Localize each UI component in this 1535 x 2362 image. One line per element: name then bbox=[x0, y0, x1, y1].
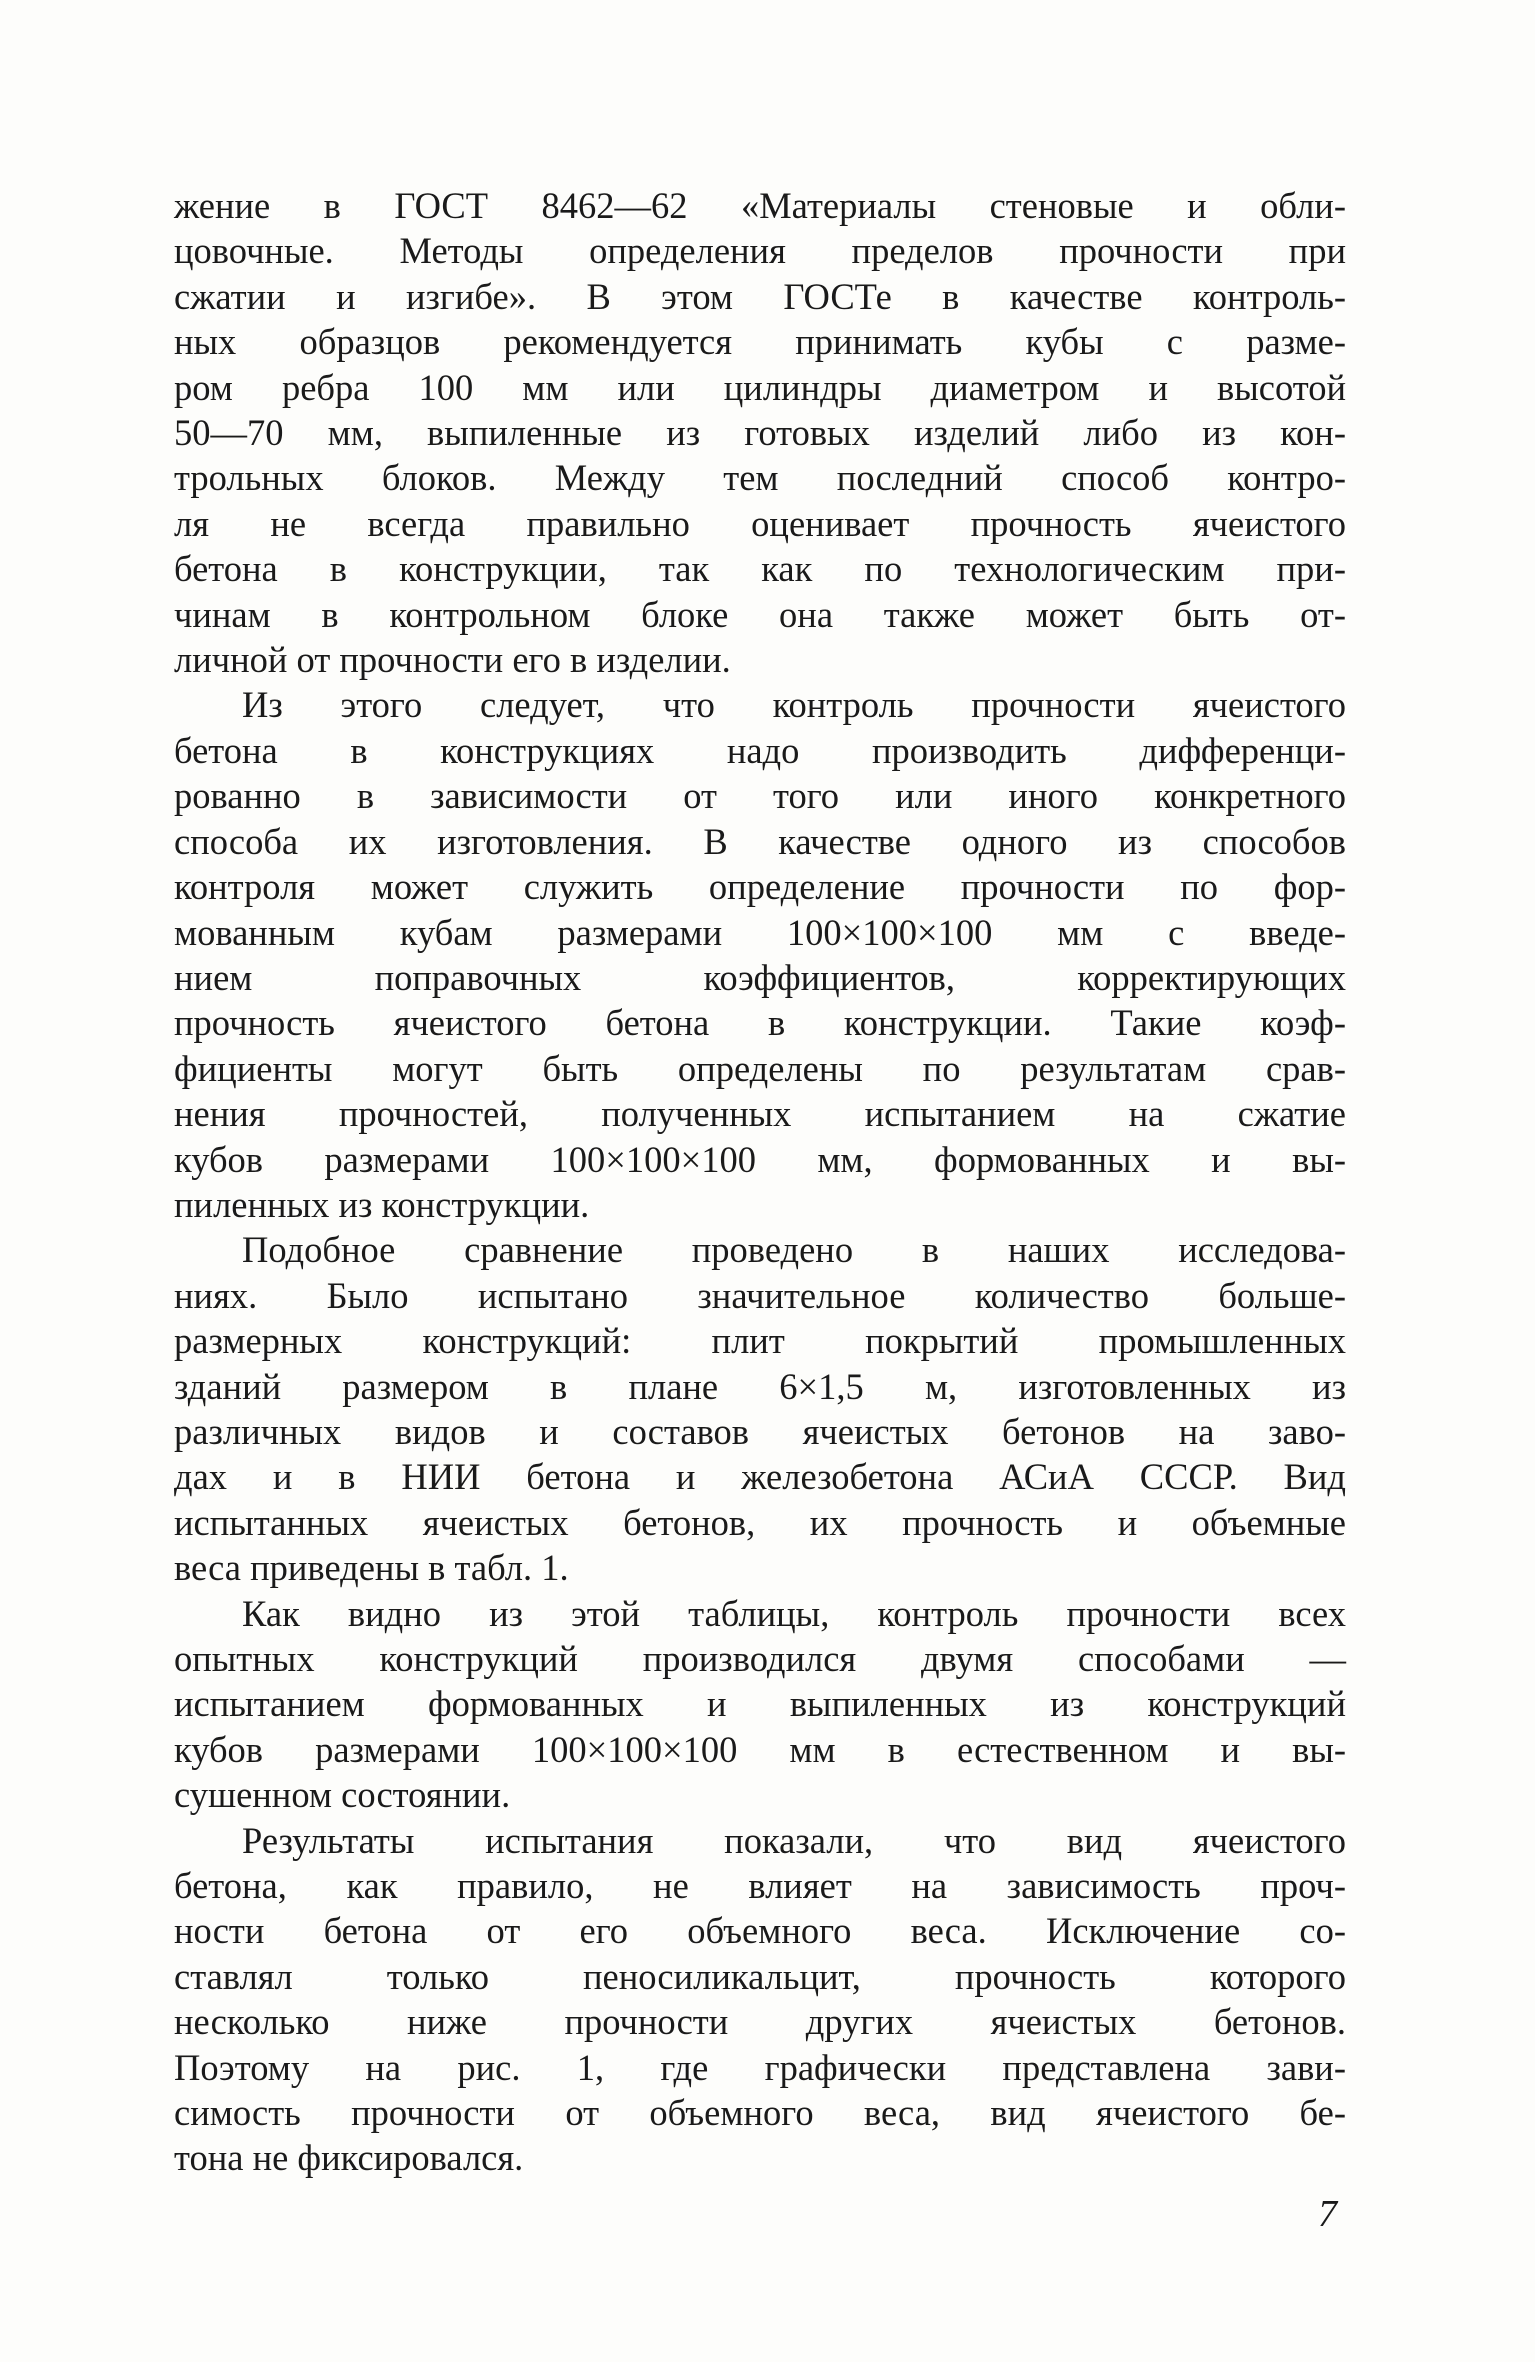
text-line: Результаты испытания показали, что вид ячеистого bbox=[242, 1819, 1346, 1861]
text-line: Подобное сравнение проведено в наших исследова- bbox=[242, 1229, 1346, 1271]
page-body-text bbox=[174, 183, 1346, 2181]
text-line: бетона в конструкциях надо производить дифференци- bbox=[174, 729, 1346, 771]
text-line: дах и в НИИ бетона и железобетона АСиА СССР. Вид bbox=[174, 1456, 1346, 1498]
text-line: бетона в конструкции, так как по технологическим при- bbox=[174, 548, 1346, 590]
text-line: Из этого следует, что контроль прочности ячеистого bbox=[242, 684, 1346, 726]
text-line: зданий размером в плане 6×1,5 м, изготовленных из bbox=[174, 1365, 1346, 1407]
text-line: бетона, как правило, не влияет на зависимость проч- bbox=[174, 1865, 1346, 1907]
paragraph-1 bbox=[174, 183, 1346, 682]
text-line: чинам в контрольном блоке она также может быть от- bbox=[174, 593, 1346, 635]
text-line: ности бетона от его объемного веса. Исключение со- bbox=[174, 1910, 1346, 1952]
text-line: нения прочностей, полученных испытанием на сжатие bbox=[174, 1093, 1346, 1135]
text-line: личной от прочности его в изделии. bbox=[174, 639, 731, 681]
text-line: ля не всегда правильно оценивает прочность ячеистого bbox=[174, 502, 1346, 544]
text-line: кубов размерами 100×100×100 мм, формованных и вы- bbox=[174, 1138, 1346, 1180]
text-line: веса приведены в табл. 1. bbox=[174, 1547, 569, 1589]
text-line: ром ребра 100 мм или цилиндры диаметром и высотой bbox=[174, 366, 1346, 408]
text-line: ных образцов рекомендуется принимать кубы с разме- bbox=[174, 321, 1346, 363]
text-line: сушенном состоянии. bbox=[174, 1774, 511, 1816]
text-line: испытанных ячеистых бетонов, их прочность и объемные bbox=[174, 1501, 1346, 1543]
text-line: испытанием формованных и выпиленных из конструкций bbox=[174, 1683, 1346, 1725]
paragraph-5 bbox=[174, 1818, 1346, 2181]
text-line: прочность ячеистого бетона в конструкции. Такие коэф- bbox=[174, 1002, 1346, 1044]
text-line: Как видно из этой таблицы, контроль прочности всех bbox=[242, 1592, 1346, 1634]
paragraph-2 bbox=[174, 682, 1346, 1227]
text-line: фициенты могут быть определены по результатам срав- bbox=[174, 1047, 1346, 1089]
text-line: жение в ГОСТ 8462—62 «Материалы стеновые и обли- bbox=[174, 185, 1346, 226]
text-line: симость прочности от объемного веса, вид ячеистого бе- bbox=[174, 2092, 1346, 2134]
paragraph-4 bbox=[174, 1591, 1346, 1818]
text-line: контроля может служить определение прочности по фор- bbox=[174, 866, 1346, 908]
text-line: кубов размерами 100×100×100 мм в естественном и вы- bbox=[174, 1728, 1346, 1770]
text-line: рованно в зависимости от того или иного конкретного bbox=[174, 775, 1346, 817]
text-line: 50—70 мм, выпиленные из готовых изделий либо из кон- bbox=[174, 412, 1346, 454]
text-line: способа их изготовления. В качестве одного из способов bbox=[174, 820, 1346, 862]
text-line: ставлял только пеносиликальцит, прочность которого bbox=[174, 1955, 1346, 1997]
text-line: размерных конструкций: плит покрытий промышленных bbox=[174, 1320, 1346, 1362]
text-line: тона не фиксировался. bbox=[174, 2137, 524, 2179]
text-line: сжатии и изгибе». В этом ГОСТе в качестве контроль- bbox=[174, 275, 1346, 317]
text-line: трольных блоков. Между тем последний способ контро- bbox=[174, 457, 1346, 499]
text-line: Поэтому на рис. 1, где графически представлена зави- bbox=[174, 2046, 1346, 2088]
text-line: несколько ниже прочности других ячеистых бетонов. bbox=[174, 2001, 1346, 2043]
paragraph-3 bbox=[174, 1227, 1346, 1590]
text-line: мованным кубам размерами 100×100×100 мм с введе- bbox=[174, 911, 1346, 953]
page-number: 7 bbox=[1318, 2193, 1337, 2235]
text-line: опытных конструкций производился двумя способами — bbox=[174, 1638, 1346, 1679]
text-line: цовочные. Методы определения пределов прочности при bbox=[174, 230, 1346, 272]
text-line: пиленных из конструкции. bbox=[174, 1183, 590, 1225]
text-line: ниях. Было испытано значительное количество больше- bbox=[174, 1274, 1346, 1316]
text-line: различных видов и составов ячеистых бетонов на заво- bbox=[174, 1410, 1346, 1452]
text-line: нием поправочных коэффициентов, корректирующих bbox=[174, 956, 1346, 998]
